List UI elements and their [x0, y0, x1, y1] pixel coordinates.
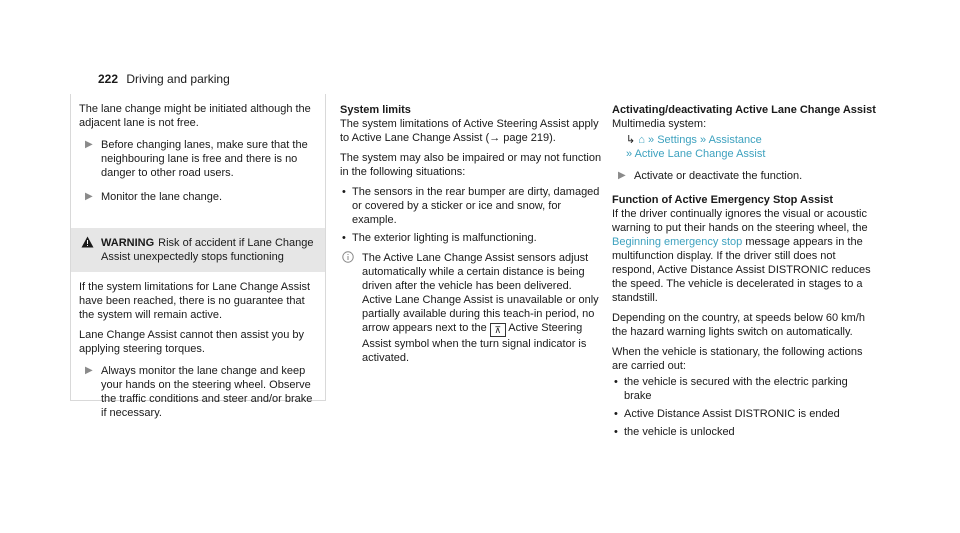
body-text: Multimedia system: — [612, 118, 707, 130]
body-text: The system may also be impaired or may not function in the following situations: — [340, 152, 602, 178]
body-text-part: If the driver continually ignores the visual or acoustic warning to put their hands on the steering wheel, the — [612, 208, 868, 234]
nav-settings: Settings — [657, 134, 697, 146]
navigation-path — [612, 133, 877, 161]
list-item: • The sensors in the rear bumper are dirty, damaged or covered by a sticker or ice and snow, for example. — [342, 186, 600, 226]
steering-assist-icon: ⊼ — [490, 323, 506, 337]
step-text: Before changing lanes, make sure that the neighbouring lane is free and there is no danger to other road users. — [101, 139, 308, 179]
body-text: The system limitations of Active Steering Assist apply to Active Lane Change Assist (→ page 219). — [340, 118, 599, 144]
nav-assistance: Assistance — [708, 134, 762, 146]
list-item-text: the vehicle is unlocked — [624, 426, 735, 438]
step-text: Always monitor the lane change and keep your hands on the steering wheel. Observe the traffic conditions and steer and/or brake if necessary. — [101, 365, 313, 419]
system-limits-column — [340, 103, 602, 371]
section-heading: Activating/deactivating Active Lane Change Assist — [612, 104, 876, 116]
list-item: • The exterior lighting is malfunctioning. — [342, 232, 537, 244]
warning-panel — [70, 94, 326, 419]
page-number: 222 — [98, 72, 119, 86]
step-arrow-icon: ▶ — [85, 191, 93, 202]
nav-lane-change-assist: Active Lane Change Assist — [634, 148, 766, 160]
chevron-right-icon: » — [700, 134, 707, 146]
bullet-list — [612, 375, 877, 439]
menu-arrow-icon: ↳ — [626, 134, 636, 146]
warning-text: Risk of accident if Lane Change Assist unexpectedly stops functioning — [101, 237, 314, 263]
section-heading: System limits — [340, 104, 411, 116]
bullet-list — [340, 185, 602, 245]
list-item: • the vehicle is unlocked — [614, 426, 735, 438]
section-title: Driving and parking — [126, 72, 230, 86]
body-text: Depending on the country, at speeds below 60 km/h the hazard warning lights switch on automatically. — [612, 312, 865, 338]
body-text: If the system limitations for Lane Change Assist have been reached, there is no guarantee that the system will remain active. — [79, 281, 311, 321]
step-arrow-icon: ▶ — [618, 170, 626, 181]
activation-column — [612, 103, 877, 445]
step-text: Monitor the lane change. — [101, 191, 223, 203]
list-item-text: the vehicle is secured with the electric parking brake — [624, 376, 848, 402]
instruction-step — [79, 138, 317, 180]
warning-box — [71, 228, 325, 272]
body-text: Lane Change Assist cannot then assist you by applying steering torques. — [79, 329, 305, 355]
instruction-step — [79, 364, 317, 420]
intro-text: The lane change might be initiated although the adjacent lane is not free. — [79, 103, 311, 129]
body-text: When the vehicle is stationary, the following actions are carried out: — [612, 346, 863, 372]
body-text — [612, 207, 877, 305]
page-header — [98, 72, 230, 86]
list-item-text: The sensors in the rear bumper are dirty, damaged or covered by a sticker or ice and snow, for example. — [352, 186, 600, 226]
list-item-text: Active Distance Assist DISTRONIC is ended — [624, 408, 840, 420]
chevron-right-icon: » — [626, 148, 633, 160]
list-item: • the vehicle is secured with the electric parking brake — [614, 376, 848, 402]
instruction-step — [79, 190, 317, 204]
step-text: Activate or deactivate the function. — [634, 170, 803, 182]
warning-triangle-icon — [81, 236, 94, 252]
list-item: • Active Distance Assist DISTRONIC is ended — [614, 408, 840, 420]
step-arrow-icon: ▶ — [85, 139, 93, 150]
info-note — [340, 251, 602, 365]
note-text: Active Steering Assist symbol when the turn signal indicator is activated. — [362, 322, 587, 364]
chevron-right-icon: » — [648, 134, 655, 146]
home-icon: ⌂ — [638, 134, 645, 146]
body-text-part: message appears in the multifunction display. If the driver still does not respond, Active Distance Assist DISTRONIC reduces the speed. The vehicle is decelerated in stages to a standstill. — [612, 236, 871, 304]
list-item-text: The exterior lighting is malfunctioning. — [352, 232, 537, 244]
info-icon — [342, 251, 354, 267]
section-heading: Function of Active Emergency Stop Assist — [612, 194, 834, 206]
display-message: Beginning emergency stop — [612, 236, 743, 248]
step-arrow-icon: ▶ — [85, 365, 93, 376]
warning-label: WARNING — [101, 237, 155, 249]
note-text: The Active Lane Change Assist sensors adjust automatically while a certain distance is being driven after the vehicle has been delivered. Active Lane Change Assist is unavailable or only partially available during this teach-in period, no arrow appears next to the — [362, 252, 599, 334]
instruction-step — [612, 169, 877, 183]
